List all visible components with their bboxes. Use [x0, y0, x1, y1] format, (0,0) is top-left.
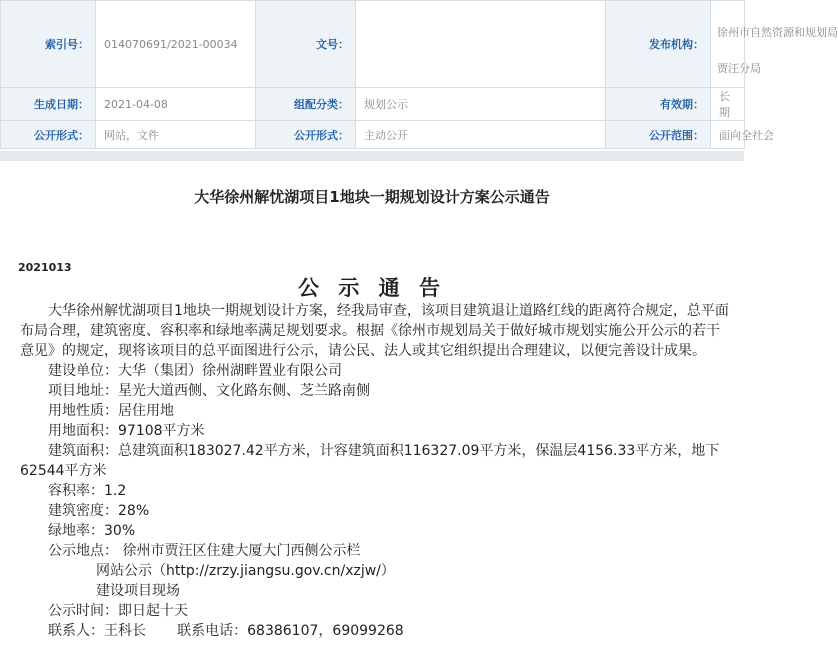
form-label: 公开形式：: [1, 121, 96, 149]
publisher-value: [711, 1, 838, 88]
publisher-label: 发布机构：: [606, 1, 711, 88]
validity-value: 长 期: [711, 88, 745, 121]
building-density: 建筑密度：28%: [48, 503, 150, 519]
document-title: 大华徐州解忧湖项目1地块一期规划设计方案公示通告: [194, 188, 550, 206]
land-area: 用地面积：97108平方米: [48, 423, 205, 439]
category-label: 组配分类：: [256, 88, 356, 121]
notice-site: 建设项目现场: [96, 583, 180, 599]
scope-label: 公开范围：: [606, 121, 711, 149]
section-divider: [0, 151, 744, 161]
date-label: 生成日期：: [1, 88, 96, 121]
green-ratio: 绿地率：30%: [48, 523, 136, 539]
notice-period: 公示时间：即日起十天: [48, 603, 188, 619]
form2-label: 公开形式：: [256, 121, 356, 149]
docno-label: 文号：: [256, 1, 356, 88]
form-value: 网站，文件: [96, 121, 256, 149]
publisher-line2: 贾汪分局: [717, 62, 761, 75]
notice-heading: 公 示 通 告: [298, 276, 446, 300]
building-area: 建筑面积：总建筑面积183027.42平方米，计容建筑面积116327.09平方米，保温层4156.33平方米，地下62544平方米: [20, 443, 720, 479]
date-value: 2021-04-08: [96, 88, 256, 121]
publisher-line1: 徐州市自然资源和规划局: [717, 26, 838, 39]
contact-info: 联系人：王科长 联系电话：68386107，69099268: [48, 623, 404, 639]
notice-place: 公示地点： 徐州市贾汪区住建大厦大门西侧公示栏: [48, 543, 361, 559]
document-number: 2021013: [18, 261, 72, 274]
form2-value: 主动公开: [356, 121, 606, 149]
project-address: 项目地址：星光大道西侧、文化路东侧、芝兰路南侧: [48, 383, 370, 399]
land-use: 用地性质：居住用地: [48, 403, 174, 419]
index-label: 索引号：: [1, 1, 96, 88]
notice-body: [20, 301, 732, 641]
metadata-table: [0, 0, 838, 149]
scope-value: 面向全社会: [711, 121, 745, 149]
docno-value: [356, 1, 606, 88]
category-value: 规划公示: [356, 88, 606, 121]
index-value: 014070691/2021-00034: [96, 1, 256, 88]
validity-label: 有效期：: [606, 88, 711, 121]
floor-area-ratio: 容积率：1.2: [48, 483, 127, 499]
notice-website: 网站公示（http://zrzy.jiangsu.gov.cn/xzjw/）: [96, 563, 395, 579]
construction-unit: 建设单位：大华（集团）徐州湖畔置业有限公司: [48, 363, 342, 379]
intro-paragraph: 大华徐州解忧湖项目1地块一期规划设计方案，经我局审查，该项目建筑退让道路红线的距离符合规定，总平面布局合理，建筑密度、容积率和绿地率满足规划要求。根据《徐州市规划局关于做好城市规划实施公开公示的若干意见》的规定，现将该项目的总平面图进行公示，请公民、法人或其它组织提出合理建议，以便完善设计成果。: [20, 303, 729, 359]
